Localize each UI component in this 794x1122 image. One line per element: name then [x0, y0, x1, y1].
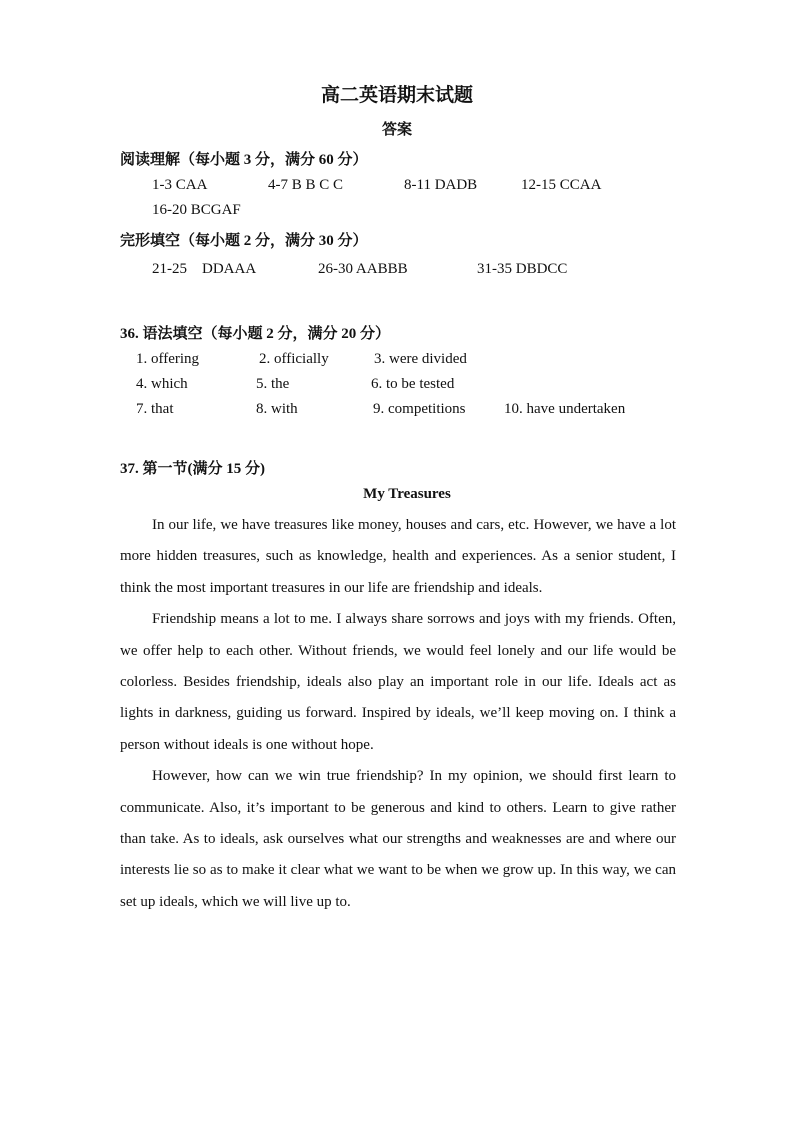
grammar-answer: 4. which [136, 376, 188, 392]
page-subtitle: 答案 [381, 122, 412, 138]
essay-body [120, 510, 676, 918]
reading-answer: 16-20 BCGAF [152, 202, 241, 218]
grammar-answer: 9. competitions [373, 401, 466, 417]
essay-title: My Treasures [363, 486, 451, 502]
essay-paragraph: In our life, we have treasures like money, houses and cars, etc. However, we have a lot more hidden treasures, such as knowledge, health and experiences. As a senior student, I think the most important treasures in our life are friendship and ideals. [120, 517, 676, 596]
reading-answer: 4-7 B B C C [268, 177, 344, 193]
cloze-answer: 31-35 DBDCC [477, 261, 568, 277]
reading-answer: 1-3 CAA [152, 177, 208, 193]
grammar-heading: 36. 语法填空（每小题 2 分，满分 20 分） [120, 326, 391, 342]
reading-answer: 12-15 CCAA [521, 177, 602, 193]
grammar-answer: 1. offering [136, 351, 200, 367]
page-title: 高二英语期末试题 [320, 85, 473, 106]
reading-heading: 阅读理解（每小题 3 分，满分 60 分） [120, 152, 368, 168]
writing-heading: 37. 第一节(满分 15 分) [120, 461, 265, 477]
essay-paragraph: Friendship means a lot to me. I always share sorrows and joys with my friends. Often, we offer help to each other. Without friends, we would feel lonely and our life would be colorless. Besides friendship, ideals also play an important role in our life. Ideals act as lights in darkness, guiding us forward. Inspired by ideals, we’ll keep moving on. I think a person without ideals is one without hope. [120, 611, 676, 753]
grammar-answer: 10. have undertaken [504, 401, 626, 417]
cloze-heading: 完形填空（每小题 2 分，满分 30 分） [120, 233, 368, 249]
grammar-answer: 3. were divided [374, 351, 467, 367]
cloze-answer: 21-25 DDAAA [152, 261, 257, 277]
grammar-answer: 2. officially [259, 351, 329, 367]
grammar-answer: 5. the [256, 376, 290, 392]
grammar-answer: 6. to be tested [371, 376, 455, 392]
cloze-answer: 26-30 AABBB [318, 261, 408, 277]
grammar-answer: 8. with [256, 401, 298, 417]
grammar-answer: 7. that [136, 401, 174, 417]
reading-answer: 8-11 DADB [404, 177, 478, 193]
essay-paragraph: However, how can we win true friendship? In my opinion, we should first learn to communicate. Also, it’s important to be generous and kind to others. Learn to give rather than take. As to ideals, ask ourselves what our strengths and weaknesses are and where our interests lie so as to make it clear what we want to be when we grow up. In this way, we can set up ideals, which we will live up to. [120, 768, 676, 910]
